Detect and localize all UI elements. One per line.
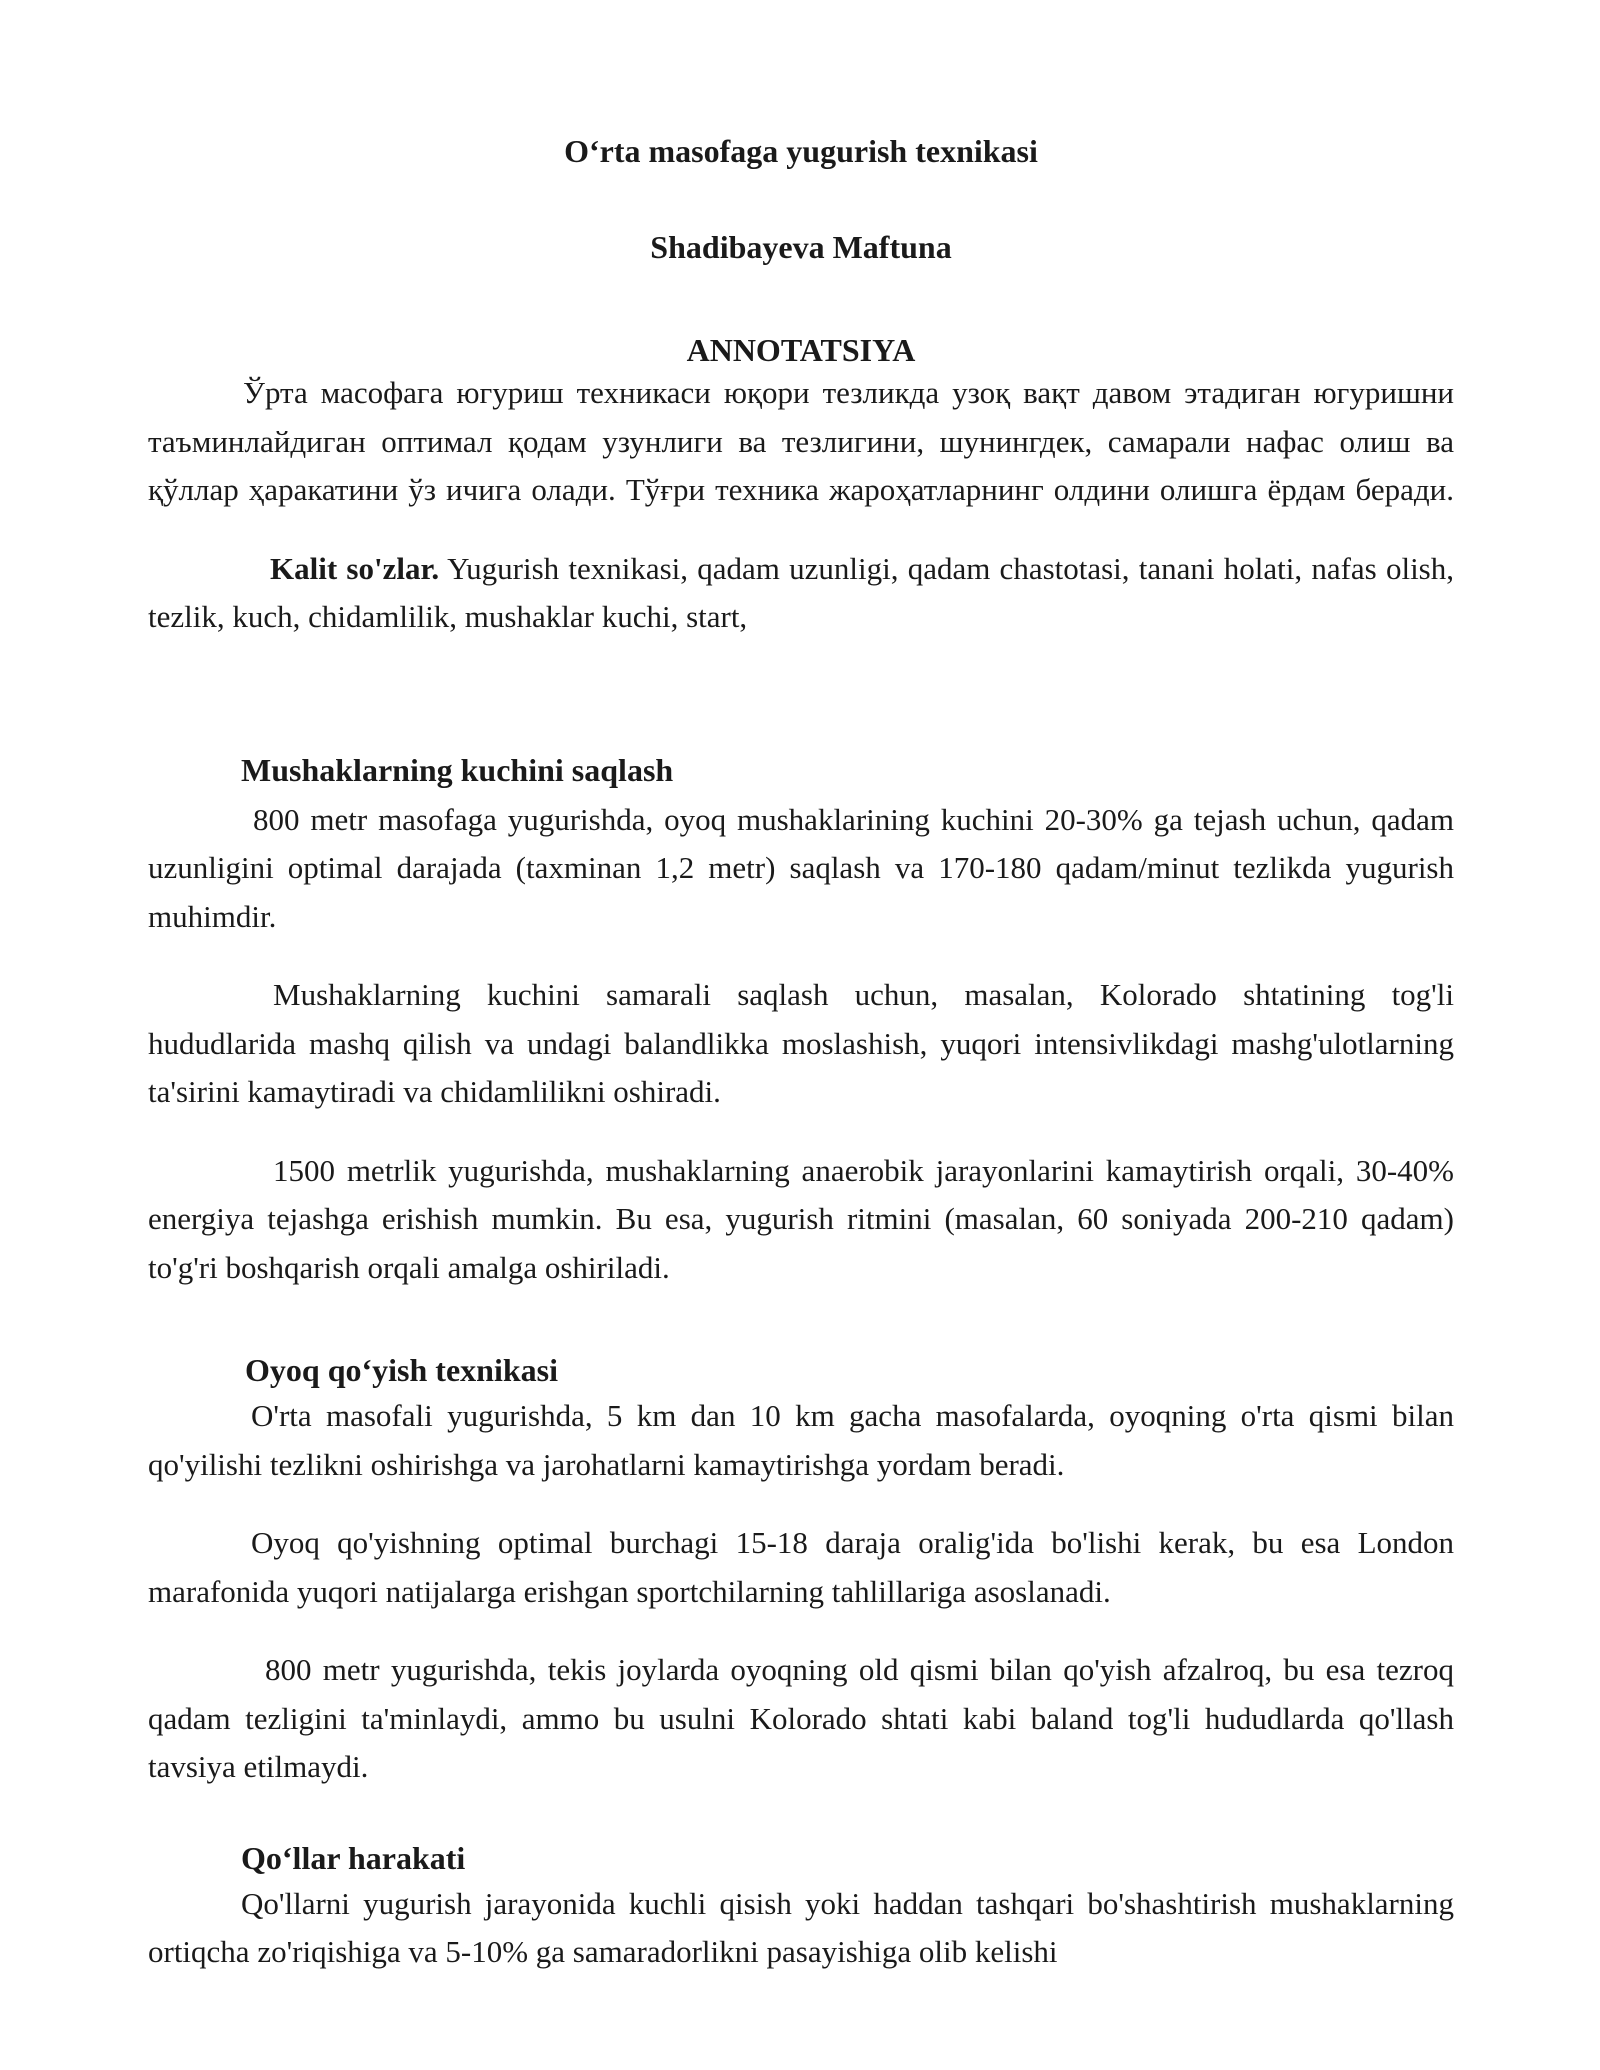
section-paragraph: Mushaklarning kuchini samarali saqlash uchun, masalan, Kolorado shtatining tog'li hududlarida mashq qilish va undagi balandlikka moslashish, yuqori intensivlikdagi mashg'ulotlarning ta'sirini kamaytiradi va chidamlilikni oshiradi. [148, 977, 1454, 1109]
section-paragraph: O'rta masofali yugurishda, 5 km dan 10 km gacha masofalarda, oyoqning o'rta qismi bilan qo'yilishi tezlikni oshirishga va jarohatlarni kamaytirishga yordam beradi. [148, 1398, 1454, 1482]
section-paragraph: 1500 metrlik yugurishda, mushaklarning anaerobik jarayonlarini kamaytirish orqali, 30-40% energiya tejashga erishish mumkin. Bu esa, yugurish ritmini (masalan, 60 soniyada 200-210 qadam) to'g'ri boshqarish orqali amalga oshiriladi. [148, 1152, 1454, 1285]
annotation-heading: ANNOTATSIYA [686, 332, 916, 368]
section-heading: Oyoq qo‘yish texnikasi [245, 1352, 558, 1388]
keywords-paragraph [148, 545, 1454, 642]
section-paragraph: 800 metr yugurishda, tekis joylarda oyoqning old qismi bilan qo'yish afzalroq, bu esa tezroq qadam tezligini ta'minlaydi, ammo bu usulni Kolorado shtati kabi baland tog'li hududlarda qo'llash tavsiya etilmaydi. [148, 1652, 1454, 1784]
document-title: O‘rta masofaga yugurish texnikasi [564, 133, 1038, 169]
keywords-text: Yugurish texnikasi, qadam uzunligi, qadam chastotasi, tanani holati, nafas olish, tezlik, kuch, chidamlilik, mushaklar kuchi, start, [148, 550, 1454, 634]
document-author: Shadibayeva Maftuna [650, 229, 952, 265]
section-heading: Mushaklarning kuchini saqlash [241, 751, 674, 788]
section-paragraph: Qo'llarni yugurish jarayonida kuchli qisish yoki haddan tashqari bo'shashtirish mushaklarning ortiqcha zo'riqishiga va 5-10% ga samaradorlikni pasayishiga olib kelishi [148, 1885, 1454, 1969]
keywords-label: Kalit so'zlar. [270, 550, 440, 586]
section-heading: Qo‘llar harakati [241, 1839, 466, 1876]
annotation-text: Ўрта масофага югуриш техникаси юқори тезликда узоқ вақт давом этадиган югуришни таъминлайдиган оптимал қодам узунлиги ва тезлигини, шунингдек, самарали нафас олиш ва қўллар ҳаракатини ўз ичига олади. Тўғри техника жароҳатларнинг олдини олишга ёрдам беради. [148, 375, 1454, 507]
section-paragraph: Oyoq qo'yishning optimal burchagi 15-18 daraja oralig'ida bo'lishi kerak, bu esa London marafonida yuqori natijalarga erishgan sportchilarning tahlillariga asoslanadi. [148, 1525, 1454, 1609]
document-page [148, 128, 1454, 1977]
section-paragraph: 800 metr masofaga yugurishda, oyoq mushaklarining kuchini 20-30% ga tejash uchun, qadam uzunligini optimal darajada (taxminan 1,2 metr) saqlash va 170-180 qadam/minut tezlikda yugurish muhimdir. [148, 801, 1454, 934]
